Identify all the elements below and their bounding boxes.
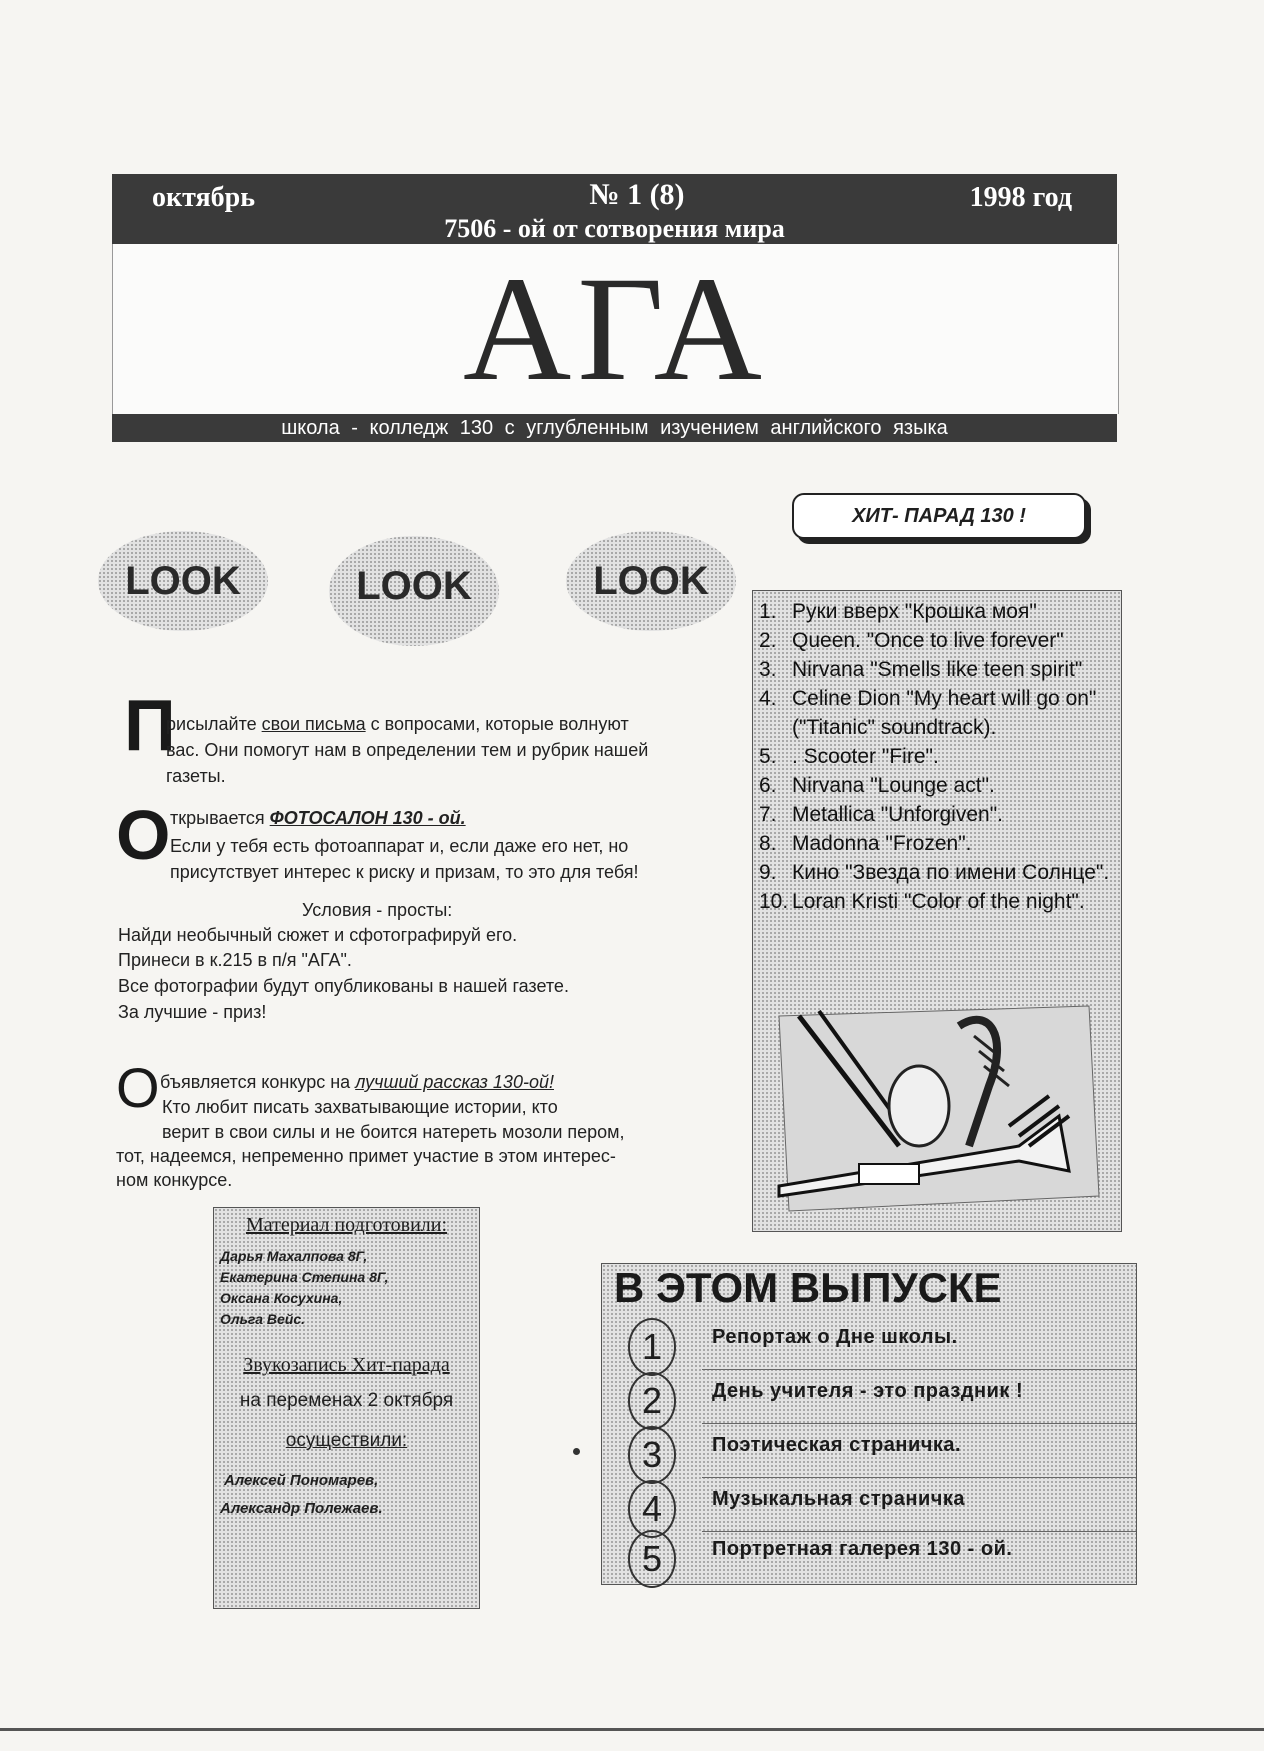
contents-number: 3 — [628, 1426, 676, 1484]
hit-item — [759, 742, 1117, 771]
credits-name: Александр Полежаев. — [220, 1500, 383, 1517]
credits-name: Екатерина Степина 8Г, — [220, 1269, 389, 1285]
school-banner: школа - колледж 130 с углубленным изучением английского языка — [112, 414, 1117, 442]
contest-line-5: ном конкурсе. — [116, 1170, 233, 1190]
letters-link: свои письма — [261, 714, 366, 734]
hit-text: Nirvana "Smells like teen spirit" — [792, 658, 1083, 681]
contents-rule — [702, 1423, 1136, 1424]
credits-name: Оксана Косухина, — [220, 1290, 343, 1306]
hit-item — [759, 771, 1117, 800]
credits-heading: Материал подготовили: — [245, 1214, 448, 1236]
music-instruments-clipart — [759, 996, 1115, 1221]
hit-text: . Scooter "Fire". — [792, 745, 939, 768]
issue-number: № 1 (8) — [589, 178, 685, 211]
credits-name: Дарья Махалпова 8Г, — [220, 1248, 368, 1264]
credits-box — [213, 1207, 480, 1609]
scan-edge-line — [0, 1728, 1264, 1731]
photo-condition-1: Найди необычный сюжет и сфотографируй его. — [118, 925, 518, 945]
contents-item — [602, 1426, 1136, 1480]
photo-line-3: присутствует интерес к риску и призам, то это для тебя! — [170, 862, 639, 882]
hit-num: 5. — [759, 745, 777, 768]
look-text: LOOK — [593, 559, 709, 603]
issue-year: 1998 год — [969, 182, 1072, 213]
contents-item — [602, 1480, 1136, 1534]
hit-item — [759, 684, 1117, 742]
hit-item — [759, 597, 1117, 626]
credits-breaks: на переменах 2 октября — [239, 1390, 454, 1411]
photo-line-2: Если у тебя есть фотоаппарат и, если даже его нет, но — [170, 836, 629, 856]
contest-title: лучший рассказ 130-ой! — [355, 1072, 554, 1092]
hit-item — [759, 829, 1117, 858]
look-text: LOOK — [356, 564, 472, 608]
photo-salon-title: ФОТОСАЛОН 130 - ой. — [269, 808, 466, 828]
contents-number: 4 — [628, 1480, 676, 1538]
contest-line-1 — [160, 1070, 554, 1094]
hit-parade-list — [753, 591, 1121, 916]
hit-item — [759, 887, 1117, 916]
credits-performed: осуществили: — [285, 1430, 408, 1451]
contents-item — [602, 1372, 1136, 1426]
contents-item — [602, 1318, 1136, 1372]
issue-month: октябрь — [152, 182, 256, 213]
contents-number: 1 — [628, 1318, 676, 1376]
contents-rule — [702, 1477, 1136, 1478]
hit-parade-title: ХИТ- ПАРАД 130 ! — [792, 493, 1086, 539]
contest-text: бъявляется конкурс на — [160, 1072, 356, 1092]
photo-condition-2: Принеси в к.215 в п/я "АГА". — [118, 950, 352, 970]
hit-num: 6. — [759, 774, 777, 797]
contents-label: День учителя - это праздник ! — [712, 1380, 1024, 1402]
credits-recording: Звукозапись Хит-парада — [243, 1354, 450, 1376]
photo-text: ткрывается — [170, 808, 270, 828]
look-badge — [329, 536, 499, 646]
look-badge — [98, 531, 268, 631]
contest-line-4: тот, надеемся, непременно примет участие в этом интерес- — [116, 1146, 616, 1166]
photo-conditions: Условия - просты: — [302, 900, 453, 920]
issue-era: 7506 - ой от сотворения мира — [444, 214, 785, 243]
contents-title: В ЭТОМ ВЫПУСКЕ — [614, 1264, 1002, 1311]
hit-text: Madonna "Frozen". — [792, 832, 972, 855]
photo-line-1 — [170, 806, 466, 830]
hit-text: Кино "Звезда по имени Солнце". — [792, 861, 1110, 884]
hit-num: 1. — [759, 600, 777, 623]
hit-item — [759, 858, 1117, 887]
contents-box — [601, 1263, 1137, 1585]
letters-text: с вопросами, которые волнуют — [365, 714, 629, 734]
scan-speck — [573, 1448, 580, 1455]
hit-text: Руки вверх "Крошка моя" — [792, 600, 1037, 623]
look-text: LOOK — [125, 559, 241, 603]
photo-condition-3: Все фотографии будут опубликованы в нашей газете. — [118, 976, 569, 996]
contents-rule — [702, 1369, 1136, 1370]
contents-label: Музыкальная страничка — [712, 1488, 965, 1510]
contest-line-2: Кто любит писать захватывающие истории, кто — [162, 1097, 558, 1117]
drop-cap-o: О — [116, 796, 171, 874]
letters-line-3: газеты. — [166, 766, 226, 786]
contents-number: 5 — [628, 1530, 676, 1588]
masthead-title-box — [112, 244, 1119, 414]
hit-item — [759, 800, 1117, 829]
hit-num: 3. — [759, 658, 777, 681]
photo-condition-4: За лучшие - приз! — [118, 1002, 267, 1022]
letters-line-1 — [166, 712, 629, 736]
credits-name: Ольга Вейс. — [220, 1311, 305, 1327]
hit-num: 2. — [759, 629, 777, 652]
drop-cap-p: П — [124, 686, 176, 766]
hit-num: 9. — [759, 861, 777, 884]
letters-text: рисылайте — [166, 714, 262, 734]
masthead-top-band — [112, 174, 1117, 244]
contents-label: Репортаж о Дне школы. — [712, 1326, 958, 1348]
credits-name: Алексей Пономарев, — [224, 1472, 379, 1489]
contents-number: 2 — [628, 1372, 676, 1430]
hit-text: Queen. "Once to live forever" — [792, 629, 1064, 652]
hit-num: 10. — [759, 890, 789, 913]
contents-label: Поэтическая страничка. — [712, 1434, 962, 1456]
hit-text: Loran Kristi "Color of the night". — [792, 890, 1085, 913]
look-badge — [566, 531, 736, 631]
hit-item — [759, 655, 1117, 684]
hit-num: 7. — [759, 803, 777, 826]
letters-line-2: вас. Они помогут нам в определении тем и рубрик нашей — [166, 740, 649, 760]
hit-item — [759, 626, 1117, 655]
contents-item — [602, 1530, 1136, 1584]
hit-text: Metallica "Unforgiven". — [792, 803, 1003, 826]
drop-cap-o: О — [116, 1056, 160, 1119]
hit-num: 4. — [759, 687, 777, 710]
contents-label: Портретная галерея 130 - ой. — [712, 1538, 1013, 1560]
hit-text: Nirvana "Lounge act". — [792, 774, 995, 797]
hit-num: 8. — [759, 832, 777, 855]
hit-text: Celine Dion "My heart will go on" ("Titanic" soundtrack). — [792, 687, 1097, 739]
newspaper-title: АГА — [462, 246, 769, 412]
hit-parade-box — [752, 590, 1122, 1232]
contest-line-3: верит в свои силы и не боится натереть мозоли пером, — [162, 1122, 625, 1142]
